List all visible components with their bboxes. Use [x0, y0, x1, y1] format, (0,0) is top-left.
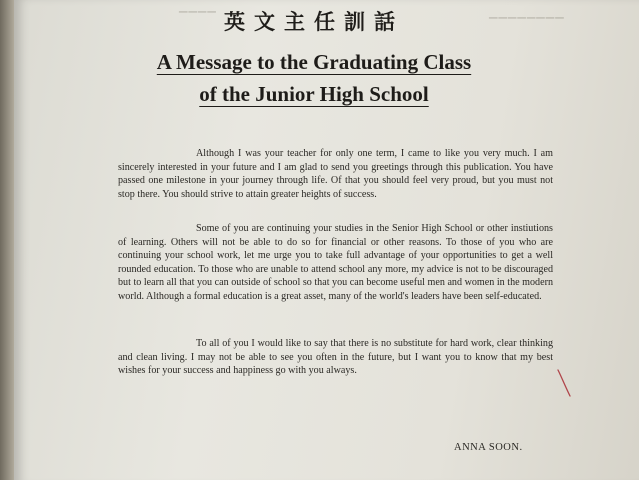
heading-line-2: of the Junior High School [199, 82, 429, 106]
heading-line-1: A Message to the Graduating Class [156, 50, 472, 74]
signature: ANNA SOON. [454, 442, 523, 453]
document-page [14, 0, 639, 480]
red-pen-mark [556, 368, 576, 400]
paragraph-2: Some of you are continuing your studies in the Senior High School or other instiutions of learning. Others will not be able to do so for financial or other reasons. To those of you who are continuing your school work, let me urge you to take full advantage of your opportunities to get a well rounded education. To those who are unable to attend school any more, my advice is not to be discouraged but to learn all that you can outside of school so that you can become useful men and women in the modern world. Although a formal education is a great asset, many of the world's leaders have been self-educated. [118, 223, 553, 302]
chinese-title: 英文主任訓話 [224, 10, 404, 34]
paragraph-3: To all of you I would like to say that there is no substitute for hard work, clear thinking and clean living. I may not be able to see you often in the future, but I want you to know that my best wishes for your success and happiness go with you always. [118, 338, 553, 377]
bleed-through-text: ▁▁▁▁ [179, 1, 217, 13]
bleed-through-text: ▁▁▁▁▁▁▁▁ [489, 7, 565, 19]
paragraph-1: Although I was your teacher for only one term, I came to like you very much. I am sincerely interested in your future and I am glad to send you greetings through this publication. You have passed one milestone in your journey through life. Of that you should feel very proud, but you must not stop there. You should strive to attain greater heights of success. [118, 148, 553, 200]
